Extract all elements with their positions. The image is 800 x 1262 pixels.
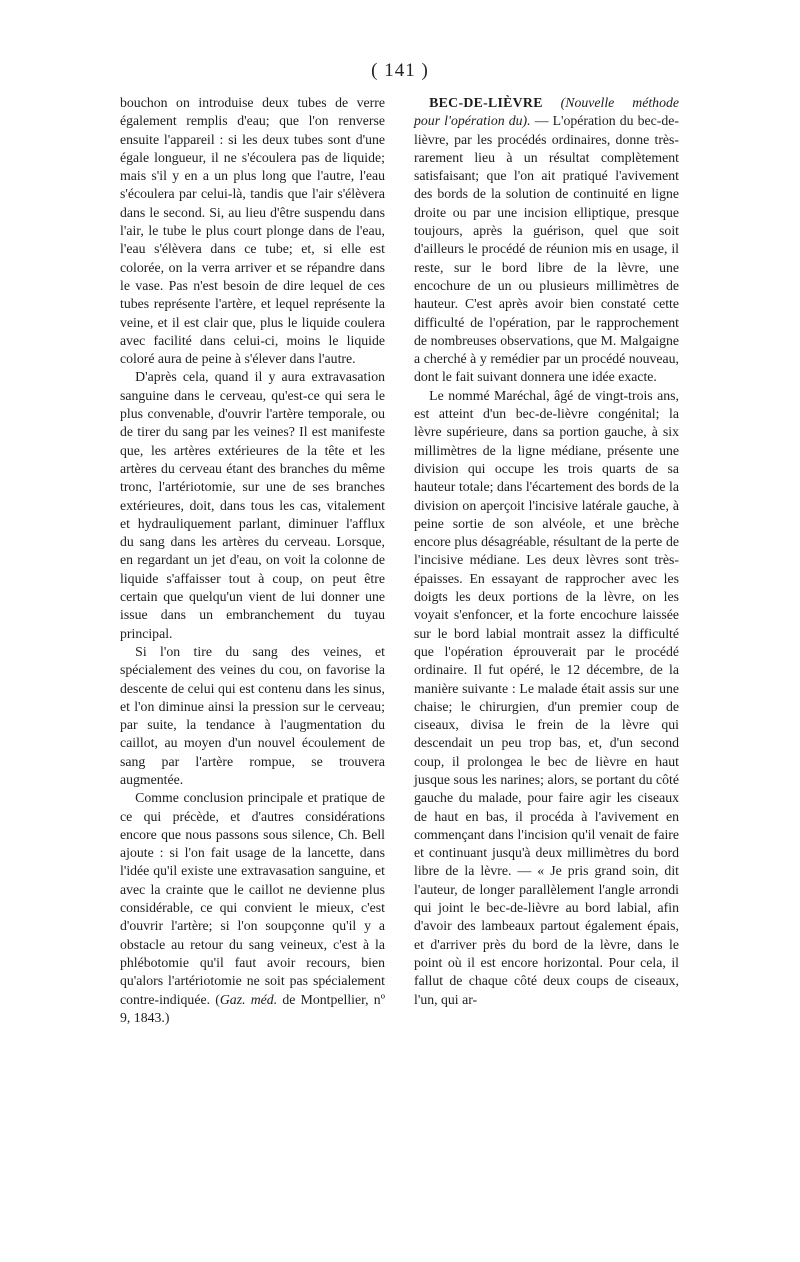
left-paragraph-4 (120, 789, 385, 1027)
article-intro-text: — L'opération du bec-de-lièvre, par les procédés ordinaires, donne très-rarement lieu à un résultat complètement satisfaisant; que l'on ait pratiqué l'avivement des bords de la solution de continuité en ligne droite ou par une incision elliptique, presque toujours, après la guérison, quel que soit d'ailleurs le procédé de réunion mis en usage, il reste, sur le bord libre de la lèvre, une encochure de un ou plusieurs millimètres de hauteur. C'est après avoir bien constaté cette difficulté de l'opération, par le rapprochement de nombreuses observations, que M. Malgaigne a cherché à y remédier par un procédé nouveau, dont le fait suivant donnera une idée exacte. (414, 113, 679, 385)
citation-rest: de Montpellier, nº 9, 1843.) (120, 991, 385, 1025)
left-paragraph-2: D'après cela, quand il y aura extravasation sanguine dans le cerveau, qu'est-ce qui sera le plus convenable, d'ouvrir l'artère temporale, ou de tirer du sang par les veines? Il est manifeste que, les artères extérieures de la tête et les artères du cerveau étant des branches du même tronc, l'artériotomie, sur une de ses branches extérieures, doit, dans tous les cas, vitalement et hydrauliquement parlant, diminuer l'afflux du sang dans les artères du cerveau. Lorsque, en regardant un jet d'eau, on voit la colonne de liquide s'affaisser tout à coup, on peut être certain que quelqu'un vient de lui donner une issue dans un embranchement du tuyau principal. (120, 369, 385, 641)
right-paragraph-2: Le nommé Maréchal, âgé de vingt-trois ans, est atteint d'un bec-de-lièvre congénital; la lèvre supérieure, dans sa portion gauche, à six millimètres de la ligne médiane, présente une division qui occupe les trois quarts de sa hauteur totale; dans l'écartement des bords de la division on aperçoit l'incisive latérale gauche, à peine sortie de son alvéole, et une brèche encore plus désagréable, résultant de la perte de l'incisive médiane. Les deux lèvres sont très-épaisses. En essayant de rapprocher avec les doigts les deux portions de la lèvre, on les voyait s'enfoncer, et la forte encochure laissée sur le bord labial montrait assez la difficulté que l'opération éprouverait par le procédé ordinaire. Il fut opéré, le 12 décembre, de la manière suivante : Le malade était assis sur une chaise; le chirurgien, d'un premier coup de ciseaux, divisa le frein de la lèvre qui descendait un peu trop bas, et, d'un second coup, il prolongea le bec de lièvre en haut jusque sous les narines; alors, se portant du côté gauche du malade, pour faire agir les ciseaux de haut en bas, il procéda à l'avivement en commençant dans l'incision qu'il venait de faire et continuant jusqu'à deux millimètres du bord libre de la lèvre. — « Je pris grand soin, dit l'auteur, de longer parallèlement l'angle arrondi qui joint le bec-de-lièvre au bord labial, afin d'avoir des lambeaux partout également épais, et d'arriver près du bord de la lèvre, dans le point où il est encore horizontal. Pour cela, il fallut de chaque côté deux coups de ciseaux, l'un, qui ar- (414, 387, 679, 1007)
citation-journal: Gaz. méd. (219, 991, 278, 1007)
page-number: ( 141 ) (371, 60, 429, 81)
article-heading: BEC-DE-LIÈVRE (429, 95, 543, 110)
left-paragraph-1: bouchon on introduise deux tubes de verre également remplis d'eau; que l'on renverse ensuite l'appareil : si les deux tubes sont d'une égale longueur, il ne s'écoulera pas de liquide; mais s'il y en a un plus long que l'autre, l'eau s'écoulera par celui-là, tandis que l'air s'élèvera dans le second. Si, au lieu d'être suspendu dans l'air, le tube le plus court plonge dans de l'eau, l'eau s'élèvera dans ce tube; et, si elle est colorée, on la verra arriver et se répandre dans le vase. Pas n'est besoin de dire lequel de ces tubes représente l'artère, et lequel représente la veine, et il est clair que, plus le liquide coulera avec facilité dans celui-ci, moins le liquide coloré aura de peine à s'élever dans l'autre. (120, 95, 385, 367)
left-column (120, 94, 385, 1027)
article-intro-paragraph (414, 94, 679, 387)
citation-open: ( (215, 991, 220, 1007)
right-column (414, 94, 679, 1009)
left-paragraph-3: Si l'on tire du sang des veines, et spécialement des veines du cou, on favorise la descente de celui qui est contenu dans les sinus, et l'on diminue ainsi la pression sur le cerveau; par suite, la tendance à l'augmentation du caillot, au moyen d'un nouvel écoulement de sang par l'artère rompue, se trouvera augmentée. (120, 643, 385, 787)
left-paragraph-4-text: Comme conclusion principale et pratique de ce qui précède, et d'autres considérations encore que nous passons sous silence, Ch. Bell ajoute : si l'on fait usage de la lancette, dans l'idée qu'il existe une extravasation sanguine, et avec la crainte que le caillot ne devienne plus considérable, ce qui convient le mieux, c'est d'ouvrir l'artère; si l'on soupçonne qu'il y a obstacle au retour du sang veineux, c'est à la phlébotomie qu'il faut avoir recours, bien qu'alors l'artériotomie ne soit pas spécialement contre-indiquée. (120, 790, 385, 1007)
article-heading-subtitle: (Nouvelle méthode pour l'opération du). (414, 95, 679, 129)
